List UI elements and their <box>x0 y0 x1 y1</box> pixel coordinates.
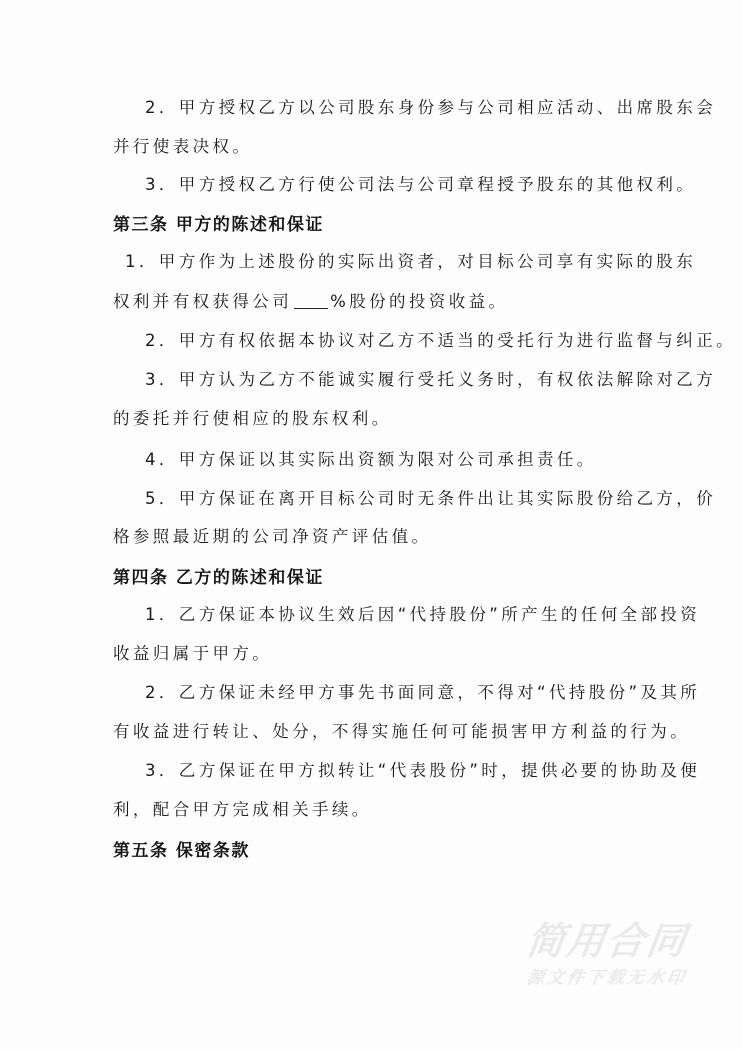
section-3-item-1-text-before: 权利并有权获得公司 <box>113 292 293 311</box>
paragraph-3-line-1: 3．甲方授权乙方行使公司法与公司章程授予股东的其他权利。 <box>145 175 697 194</box>
section-4-heading: 第四条 乙方的陈述和保证 <box>113 568 324 588</box>
section-4-item-1-line-2: 收益归属于甲方。 <box>113 644 273 663</box>
section-3-item-4: 4．甲方保证以其实际出资额为限对公司承担责任。 <box>145 450 597 469</box>
section-3-item-1-text-after: %股份的投资收益。 <box>330 292 509 311</box>
section-3-item-1-line-2 <box>113 291 633 313</box>
percentage-blank-field[interactable] <box>294 292 328 309</box>
section-4-item-3-line-2: 利，配合甲方完成相关手续。 <box>113 800 372 819</box>
section-3-item-2: 2．甲方有权依据本协议对乙方不适当的受托行为进行监督与纠正。 <box>145 331 736 350</box>
section-3-item-3-line-2: 的委托并行使相应的股东权利。 <box>113 409 392 428</box>
section-4-item-3-line-1: 3．乙方保证在甲方拟转让“代表股份”时，提供必要的协助及便 <box>145 761 701 780</box>
section-3-heading: 第三条 甲方的陈述和保证 <box>113 215 324 235</box>
section-3-item-5-line-1: 5．甲方保证在离开目标公司时无条件出让其实际股份给乙方，价 <box>145 489 717 508</box>
section-5-heading: 第五条 保密条款 <box>113 841 250 861</box>
section-3-item-5-line-2: 格参照最近期的公司净资产评估值。 <box>113 527 432 546</box>
section-4-item-2-line-1: 2．乙方保证未经甲方事先书面同意，不得对“代持股份”及其所 <box>145 683 701 702</box>
section-3-item-1-line-1: 1．甲方作为上述股份的实际出资者，对目标公司享有实际的股东 <box>125 252 697 271</box>
watermark-subtitle: 源文件下载无水印 <box>525 968 689 988</box>
section-4-item-1-line-1: 1．乙方保证本协议生效后因“代持股份”所产生的任何全部投资 <box>145 605 701 624</box>
watermark-title: 简用合同 <box>523 919 691 963</box>
section-4-item-2-line-2: 有收益进行转让、处分，不得实施任何可能损害甲方利益的行为。 <box>113 722 691 741</box>
section-3-item-3-line-1: 3．甲方认为乙方不能诚实履行受托义务时，有权依法解除对乙方 <box>145 370 717 389</box>
paragraph-2-line-1: 2．甲方授权乙方以公司股东身份参与公司相应活动、出席股东会 <box>145 98 717 117</box>
paragraph-2-line-2: 并行使表决权。 <box>113 137 253 156</box>
watermark <box>512 918 702 990</box>
